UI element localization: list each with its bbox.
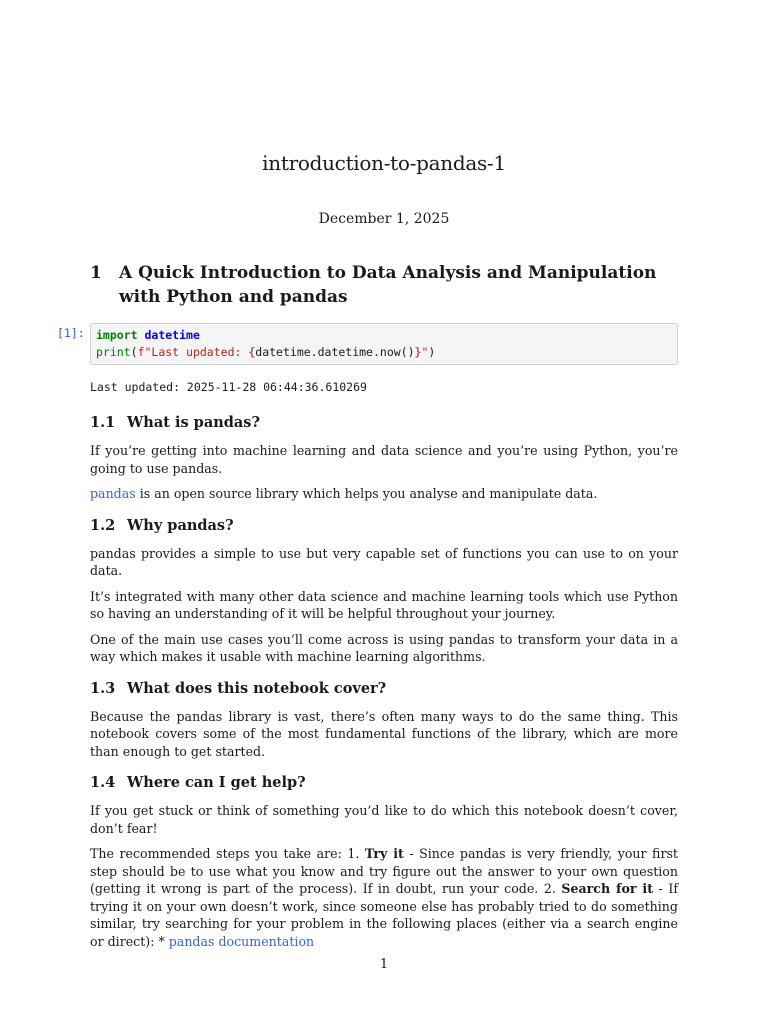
section-number: 1 — [90, 263, 102, 283]
page-number: 1 — [379, 957, 389, 972]
code-paren: ( — [130, 345, 138, 359]
paragraph: pandas provides a simple to use but very capable set of functions you can use to on your data. — [90, 545, 678, 578]
pandas-documentation-link[interactable]: pandas documentation — [168, 933, 315, 949]
bold-text: Try it — [364, 846, 404, 861]
subsection-title: Where can I get help? — [127, 774, 306, 791]
subsection-number: 1.3 — [90, 679, 116, 697]
cell-prompt: [1]: — [57, 326, 85, 340]
cell-output: Last updated: 2025-11-28 06:44:36.610269 — [90, 380, 367, 394]
subsection-number: 1.2 — [90, 516, 116, 534]
paragraph-text: is an open source library which helps you analyse and manipulate data. — [135, 486, 598, 501]
subsection-heading — [90, 774, 678, 792]
paragraph — [90, 845, 678, 950]
subsection-number: 1.1 — [90, 414, 116, 431]
paragraph: If you’re getting into machine learning and data science and you’re using Python, you’re going to use pandas. — [90, 443, 678, 476]
subsection-heading — [90, 517, 678, 535]
document-date: December 1, 2025 — [318, 211, 450, 227]
subsection-number: 1.4 — [90, 774, 116, 791]
document-title: introduction-to-pandas-1 — [262, 151, 506, 175]
subsection-title: What does this notebook cover? — [127, 679, 387, 697]
subsection-title: What is pandas? — [127, 414, 260, 431]
paragraph-text: - If trying it on your own doesn’t work, since someone else has probably tried to do something similar, try searching for your problem in the following places (either via a search engine or direct): * — [90, 881, 678, 949]
subsection-heading — [90, 414, 678, 432]
paragraph: One of the main use cases you’ll come across is using pandas to transform your data in a way which makes it usable with machine learning algorithms. — [90, 631, 678, 664]
subsection-title: Why pandas? — [127, 516, 234, 534]
paragraph: If you get stuck or think of something you’d like to do which this notebook doesn’t cover, don’t fear! — [90, 803, 678, 836]
section-title: A Quick Introduction to Data Analysis and Manipulation with Python and pandas — [119, 263, 657, 307]
code-string-end: " — [421, 345, 429, 359]
code-module: datetime — [144, 328, 200, 342]
paragraph-text: The recommended steps you take are: 1. — [90, 846, 365, 861]
paragraph: Because the pandas library is vast, there’s often many ways to do the same thing. This notebook covers some of the most fundamental functions of the library, which are more than enough to get started. — [90, 708, 678, 759]
code-input[interactable] — [90, 323, 678, 365]
paragraph-text: - Since pandas is very friendly, your first step should be to use what you know and try figure out the answer to your own question (getting it wrong is part of the process). If in doubt, run your code. 2. — [90, 846, 678, 896]
code-function: print — [96, 345, 131, 359]
code-brace: } — [414, 345, 422, 359]
paragraph — [90, 485, 678, 503]
code-cell[interactable] — [57, 323, 678, 365]
bold-text: Search for it — [561, 881, 654, 896]
code-keyword: import — [96, 328, 138, 342]
code-paren: ) — [428, 345, 436, 359]
code-brace: { — [248, 345, 256, 359]
paragraph: It’s integrated with many other data science and machine learning tools which use Python so having an understanding of it will be helpful throughout your journey. — [90, 588, 678, 621]
section-heading — [90, 261, 678, 309]
notebook-content — [57, 261, 678, 958]
pandas-link[interactable]: pandas — [90, 486, 136, 501]
code-string: f"Last updated: — [137, 345, 249, 359]
subsection-heading — [90, 680, 678, 698]
code-expression: datetime.datetime.now() — [255, 345, 415, 359]
